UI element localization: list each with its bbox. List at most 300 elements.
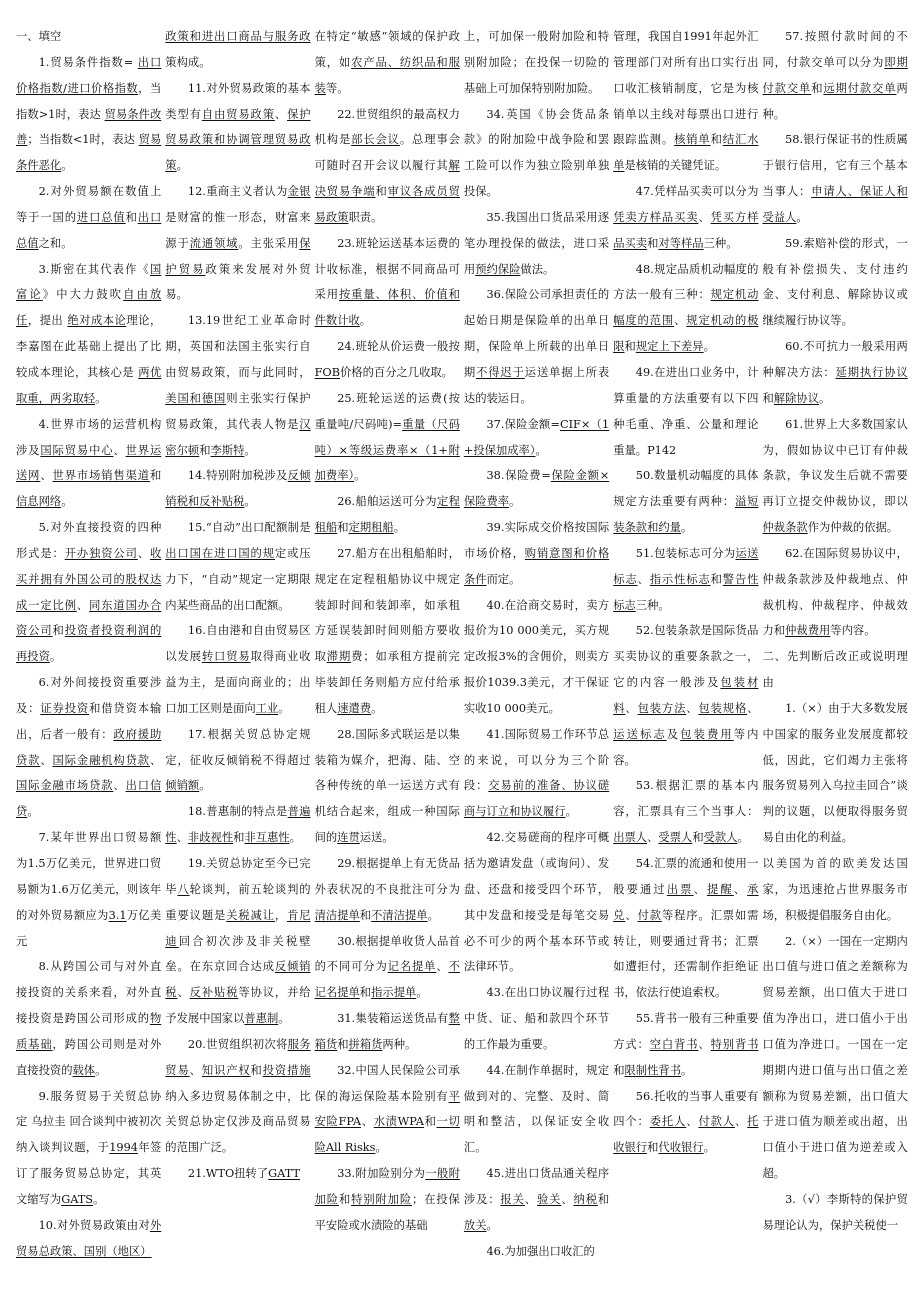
question-item	[464, 1161, 609, 1239]
question-text: 、	[625, 701, 638, 715]
answer-text: 付款人	[698, 1115, 735, 1129]
question-text: 57.按照付款时间的不同，付款交单可以分为	[762, 30, 908, 69]
answer-text: 载体	[72, 1063, 96, 1077]
question-text: 两种。	[762, 81, 908, 121]
question-text: 31.集装箱运送货品有	[337, 1012, 449, 1026]
question-text: 、	[561, 1192, 574, 1206]
question-text: 和	[613, 1063, 625, 1077]
answer-text: 反倾销税和反补贴税	[165, 469, 311, 509]
answer-text: 出票	[666, 882, 694, 896]
question-text: 。	[703, 1141, 715, 1155]
question-item	[16, 179, 161, 257]
answer-text: 不得迟于	[476, 365, 525, 379]
answer-text: 反补贴税	[189, 986, 239, 1000]
text-column-5	[611, 24, 760, 1294]
question-text: 53.根据汇票的基本内容，汇票具有三个当事人：	[613, 779, 759, 819]
answer-text: 提醒	[706, 882, 734, 896]
question-text: 。	[244, 495, 256, 509]
question-text: 51.包装标志可分为	[635, 546, 736, 560]
question-text: 以美国为首的欧美发达国家，为迅速抢占世界服务市场，积极提倡服务自由化。	[762, 857, 908, 922]
answer-text: FOB	[314, 365, 340, 379]
question-item	[464, 412, 609, 464]
answer-text: 投资者投资利润的再投资	[16, 624, 162, 664]
question-item	[464, 205, 609, 283]
question-text: 7.某年世界出口贸易额为1.5万亿美元，世界进口贸易额为1.6万亿美元，则该年的对外贸易额应为	[16, 831, 162, 922]
question-text: 和	[250, 1063, 263, 1077]
answer-text: 指示提单	[371, 986, 417, 1000]
question-text: 、	[674, 314, 687, 328]
answer-text: 世界市场销售渠道	[52, 469, 150, 483]
question-text: 和	[710, 133, 723, 147]
question-text: 和	[337, 521, 349, 535]
question-text: 43.在出口协议履行过程中货、证、船和款四个环节的工作最为重要。	[463, 986, 610, 1051]
document-page	[14, 24, 910, 1294]
answer-text: 政策和进出口商品与服务政	[165, 30, 311, 43]
question-text: 和	[52, 624, 65, 638]
continued-text	[762, 851, 907, 929]
question-item	[315, 334, 460, 386]
question-text: 则主张实行保护贸易政策，其代表人物是	[165, 391, 311, 431]
question-item	[762, 541, 907, 644]
question-item	[464, 102, 609, 205]
continued-text	[165, 24, 310, 76]
question-item	[16, 670, 161, 825]
text-column-6	[760, 24, 909, 1294]
question-text: 之和。	[38, 236, 73, 250]
answer-text: 特别背书	[710, 1037, 759, 1051]
question-text: ，当指数>1时，表达	[16, 81, 162, 121]
question-text: 理论，李嘉图在此基础上提出了比较成本理论，其核心是	[16, 314, 162, 379]
answer-text: 承兑	[613, 882, 759, 922]
question-item	[165, 179, 310, 308]
question-text: 46.为加强出口收汇的	[486, 1244, 595, 1258]
question-text: 做法。	[520, 262, 555, 276]
question-text: 是财富的惟一形态，财富来源于	[165, 210, 311, 250]
question-text: 9.服务贸易于关贸总协定 乌拉圭 回合谈判中被初次纳入谈判议题，于	[16, 1089, 162, 1155]
question-text: 。	[95, 1063, 107, 1077]
answer-text: 一切险All Risks	[314, 1115, 460, 1155]
answer-text: 八	[177, 882, 190, 896]
question-text: 。主张采用	[238, 236, 300, 250]
question-text: 职责。	[348, 210, 383, 224]
answer-text: GATS	[61, 1192, 94, 1206]
answer-text: 出口信贷	[16, 779, 162, 819]
answer-text: 出口国在进口国的规	[165, 546, 275, 560]
question-text: 》中大力鼓吹	[42, 288, 124, 302]
answer-text: 保护贸易	[165, 236, 311, 276]
answer-text: 进口总值	[76, 210, 126, 224]
question-text: 、	[361, 1115, 374, 1129]
answer-text: 申请人、保证人和受益人	[762, 185, 908, 224]
question-text: 。	[278, 701, 290, 715]
question-text: 18.普惠制的特点是	[187, 805, 288, 819]
question-text: 25.班轮运送的运费(按重量吨/尺码吨)=	[314, 391, 460, 431]
question-item	[165, 851, 310, 1032]
answer-text: 国际贸易中心	[40, 443, 114, 457]
question-item	[613, 1006, 758, 1084]
question-text: 5.对外直接投资的四种形式是：	[16, 521, 162, 560]
question-item	[315, 541, 460, 722]
question-text: 14.特别附加税涉及	[187, 469, 288, 483]
question-text: 和借贷资本输出，后者一般有：	[16, 701, 162, 741]
question-item	[613, 257, 758, 360]
question-text: 而定。	[486, 572, 521, 586]
question-text: 和	[125, 210, 138, 224]
answer-text: 解决贸易争端	[314, 159, 460, 199]
question-text: 和	[338, 1192, 352, 1206]
answer-text: 保护贸易政策和协调管理贸易政策	[165, 107, 311, 173]
question-item	[762, 1187, 907, 1239]
answer-text: 出口总值	[16, 210, 162, 250]
question-text: 管理，我国自1991年起外汇管理部门对所有出口实行出口收汇核销制度，它是为核销单以主线对每票出口进行跟踪监测。	[613, 30, 759, 147]
answer-text: 规定机动幅度的范围	[613, 288, 759, 328]
answer-text: 一般附加险	[314, 1167, 460, 1206]
answer-text: 拼箱货	[348, 1037, 383, 1051]
question-text: 、	[647, 831, 659, 845]
question-text: 。	[680, 521, 693, 535]
question-item	[315, 489, 460, 541]
question-item	[315, 102, 460, 231]
question-text: 12.重商主义者认为	[187, 185, 288, 199]
question-text: 和	[692, 831, 704, 845]
answer-text: 仲裁条款	[762, 521, 808, 535]
answer-text: 部长会议	[351, 133, 400, 147]
question-item	[16, 515, 161, 670]
answer-text: 连贯	[337, 831, 360, 845]
question-text: 运送。	[359, 831, 394, 845]
question-item	[315, 1006, 460, 1058]
question-item	[16, 412, 161, 515]
question-text: 回合初次涉及非关税壁垒。在东京回合达成	[165, 934, 311, 974]
answer-text: 证券投资	[40, 701, 90, 715]
question-text: ，提出	[27, 314, 68, 328]
question-text: 1.贸易条件指数=	[38, 55, 138, 69]
question-text: 及	[666, 727, 681, 741]
answer-text: 贸易条件改善	[16, 107, 162, 147]
question-item	[464, 980, 609, 1058]
question-text: 11.对外贸易政策的基本类型有	[165, 81, 311, 121]
question-text: 1.（×）由于大多数发展中国家的服务业发展度都较低，因此，它们竭力主张将服务贸易列入乌拉圭回合”谈判的议题，以便取得服务贸易自由化的利益。	[762, 701, 908, 845]
question-text: 三种。	[635, 598, 670, 612]
answer-text: 即期付款交单	[762, 55, 908, 95]
question-text: ，跨国公司则是对外直接投资的	[16, 1037, 162, 1077]
question-text: 55.背书一般有三种重要方式：	[613, 1012, 759, 1051]
question-item	[315, 929, 460, 1007]
question-text: 60.不可抗力一般采用两种解决方法：	[762, 340, 908, 379]
question-item	[165, 799, 310, 851]
question-text: 。	[244, 443, 256, 457]
question-text: 42.交易磋商的程序可概括为邀请发盘（或询问）、发盘、还盘和接受四个环节，其中发盘和接受是每笔交易必不可少的两个基本环节或法律环节。	[463, 831, 610, 974]
text-column-3	[313, 24, 462, 1294]
question-text: 41.国际贸易工作环节总的来说，可以分为三个阶段：	[463, 727, 610, 793]
question-text: 。	[176, 159, 188, 173]
question-text: 。	[199, 779, 211, 793]
question-text: 、	[734, 1115, 748, 1129]
question-text: 4.世界市场的运营机构涉及	[16, 417, 162, 457]
question-text: 15.“自动”出口配额制是	[187, 521, 311, 535]
answer-text: 投资措施	[262, 1063, 311, 1077]
question-item	[464, 1239, 609, 1265]
answer-text: 自由放任	[16, 288, 162, 328]
question-text: 、	[113, 779, 126, 793]
question-text: 等协议，并给予发展中国家以	[165, 986, 311, 1026]
question-item	[16, 1213, 161, 1265]
question-text: 39.实际成交价格按国际市场价格，	[463, 521, 610, 560]
question-text: 。	[819, 391, 831, 405]
question-text: 62.在国际贸易协议中，仲裁条款涉及仲裁地点、仲裁机构、仲裁程序、仲裁效力和	[762, 546, 908, 638]
answer-text: 凭买方样品买卖	[613, 210, 759, 250]
answer-text: 两优取重，两劣取轻	[16, 365, 162, 405]
question-text: 28.国际多式联运是以集装箱为媒介，把海、陆、空各种传统的单一运送方式有机结合起来，组成一种国际间的	[314, 727, 460, 845]
question-text: 37.保险金额=	[486, 417, 560, 431]
question-text: 两种。	[382, 1037, 417, 1051]
question-text: 27.船方在出租船舶时，规定在定程租船协议中规定装卸时间和装卸率，如承租方延误装卸时间则船方要收取	[314, 546, 460, 664]
question-text: 17.根据关贸总协定规定，征收反倾销税不得超过	[165, 727, 311, 767]
question-text: 等内容。	[830, 624, 876, 638]
question-text: 价格的百分之几收取。	[340, 365, 453, 379]
question-text: 和	[423, 1115, 437, 1129]
question-text: 和	[811, 81, 824, 95]
question-item	[165, 1032, 310, 1161]
question-text: 。	[393, 521, 406, 535]
question-item	[613, 179, 758, 257]
question-text: 。	[375, 1141, 387, 1155]
question-text: 3.斯密在其代表作《	[38, 262, 150, 276]
question-item	[762, 929, 907, 1187]
question-text: 23.班轮运送基本运费的计收标准，根据不同商品可采用	[314, 236, 460, 302]
answer-text: 包装材料	[613, 676, 759, 715]
question-text: 、	[625, 908, 638, 922]
question-text: 58.银行保证书的性质属于银行信用，它有三个基本当事人：	[762, 133, 908, 199]
section-heading: 一、填空	[16, 30, 62, 43]
answer-text: 付款	[637, 908, 662, 922]
question-text: 在特定“敏感”领域的保护政策，如	[314, 30, 460, 69]
question-text: ；当指数<1时，表达	[27, 133, 139, 147]
question-text: 61.世界上大多数国家认为，假如协议中已订有仲裁条款，争议发生后就不需要再订立提交仲裁协议，即以	[762, 417, 908, 509]
question-text: 8.从跨国公司与对外直接投资的关系来看，对外直接投资是跨国公司形成的	[16, 960, 162, 1026]
question-text: 政策来发展对外贸易。	[165, 262, 311, 302]
answer-text: 反倾销税	[165, 960, 311, 1000]
answer-text: 警告性标志	[613, 572, 759, 612]
answer-text: 托收银行	[613, 1115, 759, 1155]
question-text: 6.对外间接投资重要涉及：	[16, 676, 162, 715]
question-text: 是核销的关键凭证。	[624, 159, 727, 173]
answer-text: 世界运送网	[16, 443, 162, 483]
question-text: 47.凭样品买卖可以分为	[635, 185, 759, 199]
question-text: 。	[796, 210, 808, 224]
text-column-4	[462, 24, 611, 1294]
answer-text: 重量（尺码吨）×等级运费率×（1+附加费率）	[314, 417, 460, 483]
question-text: 16.自由港和自由贸易区以发展	[165, 624, 311, 664]
answer-text: 仲裁费用	[785, 624, 831, 638]
answer-text: 保险金额×保险费率	[463, 469, 610, 509]
answer-text: 倾销额	[165, 779, 200, 793]
question-text: 10.对外贸易政策由对	[38, 1218, 150, 1232]
answer-text: 对等样品	[658, 236, 704, 250]
question-text: 。	[93, 1192, 105, 1206]
answer-text: 验关	[536, 1192, 562, 1206]
question-text: 3.（√）李斯特的保护贸易理论认为，保护关税使一	[762, 1192, 908, 1232]
answer-text: 规定机动的极限	[613, 314, 759, 354]
answer-text: 知识产权	[201, 1063, 251, 1077]
answer-text: 1994	[109, 1141, 138, 1155]
question-text: 、	[149, 753, 162, 767]
question-item	[165, 308, 310, 463]
question-text: 35.我国出口货品采用逐笔办理投保的做法，进口采用	[463, 210, 610, 276]
answer-text: 平安险FPA	[314, 1089, 460, 1129]
answer-text: 结汇水单	[613, 133, 759, 173]
answer-text: 整箱货	[314, 1012, 460, 1051]
question-text: 、	[436, 960, 449, 974]
question-text: 32.中国人民保险公司承保的海运保险基本险别有	[314, 1063, 460, 1103]
question-text: 和	[710, 572, 723, 586]
question-text: 和	[597, 1192, 610, 1206]
question-item	[16, 825, 161, 954]
question-text: 。	[535, 443, 547, 457]
answer-text: 特别附加险	[351, 1192, 413, 1206]
answer-text: 受票人	[658, 831, 693, 845]
answer-text: 远期付款交单	[823, 81, 897, 95]
answer-text: 限制性背书	[624, 1063, 681, 1077]
question-text: 轮谈判，前五轮谈判的重要议题是	[165, 882, 311, 922]
question-text: 取得商业收益为主，是面向商业的；出口加工区则是面向	[165, 650, 311, 715]
question-text: 。	[289, 831, 301, 845]
question-text: 、	[40, 753, 53, 767]
question-text: 、	[189, 1063, 202, 1077]
question-item	[315, 722, 460, 851]
question-text: 、	[686, 1115, 699, 1129]
question-text: 、	[274, 107, 288, 121]
question-item	[464, 515, 609, 593]
question-text: 21.WTO扭转了	[187, 1167, 269, 1181]
answer-text: 金银	[287, 185, 311, 199]
question-text: 36.保险公司承担责任的起始日期是保险单的出单日期，保险单上所载的出单日期	[463, 288, 610, 379]
continued-text	[315, 24, 460, 102]
question-item	[762, 696, 907, 851]
answer-text: 交易前的准备、协议磋商与订立和协议履行	[463, 779, 610, 819]
question-item	[464, 593, 609, 722]
question-text: 、	[747, 701, 759, 715]
answer-text: 信息网络	[16, 495, 62, 509]
answer-text: 肯尼迪	[165, 908, 311, 948]
answer-text: 记名提单	[387, 960, 437, 974]
question-item	[464, 282, 609, 411]
question-text: 40.在洽商交易时，卖方报价为10 000美元，买方规定改报3%的含佣价，则卖方报价1039.3美元，才干保证实收10 000美元。	[463, 598, 610, 715]
question-text: 。	[486, 1218, 498, 1232]
question-text: 、	[698, 210, 711, 224]
answer-text: 政府援助贷款	[16, 727, 162, 767]
answer-text: 同东道国办合资公司	[16, 598, 162, 638]
question-item	[613, 773, 758, 851]
question-text: 。	[278, 1012, 290, 1026]
answer-text: 绝对成本论	[67, 314, 127, 328]
question-text: 、	[698, 1037, 711, 1051]
question-text: 13.19世纪工业革命时期，英国和法国主张实行自由贸易政策，而与此同时，	[165, 314, 311, 379]
question-item	[16, 50, 161, 179]
question-text: 22.世贸组织的最高权力机构是	[314, 107, 460, 147]
question-text: 44.在制作单据时，规定做到对的、完整、及时、简明和整洁，以保证安全收汇。	[463, 1063, 610, 1155]
question-text: 38.保险费=	[486, 469, 551, 483]
question-text: 。	[565, 805, 577, 819]
answer-text: 出口价格指数/进口价格指数	[16, 55, 162, 95]
question-text: 策构成。	[165, 55, 211, 69]
answer-text: 收买并拥有外国公司的股权达成一定比例	[16, 546, 162, 612]
question-text: 、	[686, 701, 699, 715]
answer-text: 转口贸易	[201, 650, 251, 664]
answer-text: 国际金融市场贷款	[16, 779, 114, 793]
answer-text: 普惠制	[244, 1012, 279, 1026]
question-text: 。	[737, 831, 749, 845]
question-text: 33.附加险别分为	[337, 1167, 426, 1181]
answer-text: 报关	[500, 1192, 525, 1206]
question-text: 和	[359, 908, 372, 922]
answer-text: 不记名提单	[314, 960, 460, 1000]
question-text: 19.关贸总协定至今已完毕	[165, 857, 311, 896]
question-text: 上，可加保一般附加险和特别附加险；在投保一切险的基础上可加保特别附加险。	[463, 30, 610, 95]
answer-text: GATT	[268, 1167, 301, 1181]
section-heading: 二、先判断后改正或说明理由	[762, 650, 908, 690]
question-item	[613, 1084, 758, 1162]
question-text: 。	[27, 805, 39, 819]
question-text: 54.汇票的流通和使用一般要通过	[613, 857, 759, 896]
question-text: 纳入多边贸易体制之中，比关贸总协定仅涉及商品贸易的范围广泛。	[165, 1089, 311, 1155]
question-item	[762, 412, 907, 541]
answer-text: 国际金融机构贷款	[52, 753, 150, 767]
question-item	[464, 1058, 609, 1161]
question-item	[165, 618, 310, 721]
question-text: 45.进出口货品通关程序涉及：	[463, 1167, 610, 1206]
answer-text: 流通领域	[189, 236, 239, 250]
question-text: 等。	[325, 81, 349, 95]
question-text: 。总理事会可随时召开会议以履行其	[314, 133, 460, 173]
continued-text	[613, 24, 758, 179]
answer-text: 服务贸易	[165, 1037, 311, 1077]
answer-text: 包装方法	[637, 701, 687, 715]
answer-text: 速遣费	[337, 701, 372, 715]
question-text: 。	[61, 159, 73, 173]
answer-text: 3.1	[108, 908, 127, 922]
question-text: 。	[49, 650, 62, 664]
question-item	[16, 257, 161, 412]
answer-text: 解除协议	[773, 391, 819, 405]
answer-text: 代收银行	[658, 1141, 704, 1155]
question-item	[165, 1161, 310, 1187]
continued-text	[464, 24, 609, 102]
question-text: 、	[637, 572, 650, 586]
question-text: 运送单据上所表达的装运日。	[463, 365, 610, 405]
question-text: ；在投保平安险或水渍险的基础	[314, 1192, 460, 1232]
question-text: 、	[40, 469, 53, 483]
question-text: 、	[113, 443, 126, 457]
question-text: 和	[647, 1141, 659, 1155]
answer-text: 定期租船	[348, 521, 394, 535]
question-item	[165, 722, 310, 800]
answer-text: 国富论	[16, 262, 162, 302]
question-text: 万亿美元	[16, 908, 162, 948]
question-text: 年签订了服务贸易总协定，其英文缩写为	[16, 1141, 162, 1206]
question-text: 定或压力下，“自动”规定一定期限内某些商品的出口配额。	[165, 546, 311, 612]
question-item	[165, 515, 310, 618]
question-text: 34.英国《协会货品条款》的附加险中战争险和罢工险可以作为独立险别单独投保。	[463, 107, 610, 199]
answer-text: 李斯特	[210, 443, 245, 457]
question-text: 、	[524, 1192, 537, 1206]
question-text: 、	[137, 546, 150, 560]
answer-text: 空白背书	[649, 1037, 699, 1051]
question-text: 和	[359, 986, 372, 1000]
question-text: 费；如承租方提前完毕装卸任务则船方应付给承租人	[314, 650, 460, 715]
question-text: 和	[149, 469, 162, 483]
answer-text: 运送标志	[613, 727, 667, 741]
